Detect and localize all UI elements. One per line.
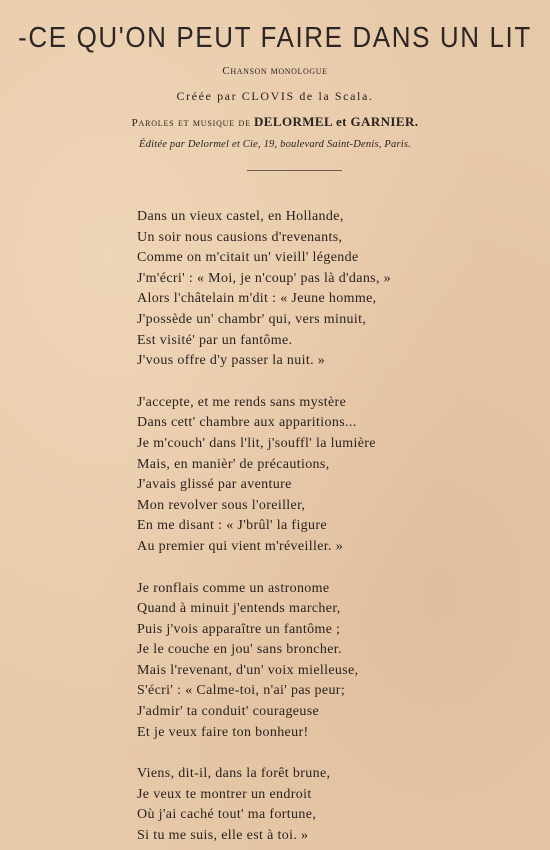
verse-line: Dans un vieux castel, en Hollande, <box>137 209 344 224</box>
verse-line: Puis j'vois apparaître un fantôme ; <box>137 621 341 637</box>
verse-line: Comme on m'citait un' vieill' légende <box>137 250 359 266</box>
authors-names: DELORMEL et GARNIER. <box>254 114 419 129</box>
verse-line: Au premier qui vient m'réveiller. » <box>137 538 344 554</box>
verse-line: Dans cett' chambre aux apparitions... <box>137 415 357 431</box>
verse-line: J'vous offre d'y passer la nuit. » <box>137 353 326 369</box>
verse-line: Mon revolver sous l'oreiller, <box>137 497 306 513</box>
creator-line: Créée par CLOVIS de la Scala. <box>176 89 374 103</box>
authors-line <box>0 114 550 130</box>
verse-line: J'accepte, et me rends sans mystère <box>137 394 347 410</box>
verse-line: Je ronflais comme un astronome <box>137 580 330 596</box>
verse-line: Viens, dit-il, dans la forêt brune, <box>137 766 331 782</box>
verse-line: J'possède un' chambr' qui, vers minuit, <box>137 311 367 327</box>
verse-line: Mais l'revenant, d'un' voix mielleuse, <box>137 662 359 678</box>
song-subtitle: Chanson monologue <box>222 65 328 77</box>
verse-line: Est visité' par un fantôme. <box>137 332 293 348</box>
verse-line: En me disant : « J'brûl' la figure <box>137 518 327 534</box>
verse-line: Je m'couch' dans l'lit, j'souffl' la lumière <box>137 435 376 451</box>
stanza-1 <box>137 207 477 372</box>
title-divider <box>247 170 342 171</box>
verse-line: Où j'ai caché tout' ma fortune, <box>137 807 317 823</box>
verse-line: Alors l'châtelain m'dit : « Jeune homme, <box>137 291 377 307</box>
verse-line: Je veux te montrer un endroit <box>137 786 312 802</box>
stanza-2 <box>137 393 477 558</box>
verse-line: S'écri' : « Calme-toi, n'ai' pas peur; <box>137 683 346 699</box>
song-title: -CE QU'ON PEUT FAIRE DANS UN LIT <box>18 20 532 54</box>
verse-line: J'admir' ta conduit' courageuse <box>137 704 320 720</box>
lyrics-body <box>137 207 477 850</box>
verse-line: Je le couche en jou' sans broncher. <box>137 642 342 658</box>
verse-line: J'avais glissé par aventure <box>137 477 292 493</box>
verse-line: Mais, en manièr' de précautions, <box>137 456 330 472</box>
stanza-3 <box>137 579 477 744</box>
verse-line: Un soir nous causions d'revenants, <box>137 229 343 245</box>
verse-line: Quand à minuit j'entends marcher, <box>137 601 341 617</box>
verse-line: J'm'écri' : « Moi, je n'coup' pas là d'dans, » <box>137 270 392 286</box>
publisher-line: Éditée par Delormel et Cie, 19, boulevard Saint-Denis, Paris. <box>139 139 411 150</box>
stanza-4 <box>137 764 477 846</box>
verse-line: Et je veux faire ton bonheur! <box>137 724 309 740</box>
authors-lead: Paroles et musique de <box>131 117 251 129</box>
verse-line: Si tu me suis, elle est à toi. » <box>137 828 309 844</box>
